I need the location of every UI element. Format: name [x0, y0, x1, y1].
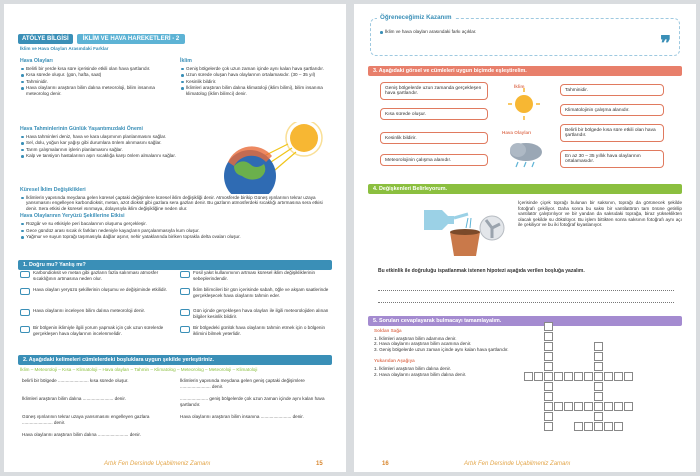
hava-item: Tahminidir. — [20, 79, 170, 85]
fill-sentence: Güneş ışınlarının tekrar uzaya yansımasını engelleyen gazlara ........................ denir. — [22, 414, 150, 425]
crossword-cell[interactable] — [544, 382, 553, 391]
crossword-cell[interactable] — [564, 372, 573, 381]
crossword-cell[interactable] — [594, 392, 603, 401]
tf-text: Bir bölgedeki günlük hava olaylarını tahmin etmek için o bölgenin iklimini bilmek yeterlidir. — [193, 325, 326, 336]
crossword-cell[interactable] — [544, 402, 553, 411]
clue: 1. İklimleri araştıran bilim adamına denir. — [374, 335, 457, 341]
clue: 2. Hava olaylarını araştıran bilim dalına denir. — [374, 371, 467, 377]
tf-text: Gün içinde gerçekleşen hava olayları ile ilgili meteorolojiden alınan bilgiler kesinlik bildirir. — [193, 308, 329, 319]
crossword-cell[interactable] — [544, 322, 553, 331]
crossword-cell[interactable] — [614, 372, 623, 381]
answer-box[interactable] — [180, 309, 190, 316]
crossword-cell[interactable] — [614, 402, 623, 411]
fill-sentence: ...................... geniş bölgelerde çok uzun zaman içinde aynı kalan hava şartlarıdır. — [180, 396, 325, 407]
crossword-cell[interactable] — [594, 382, 603, 391]
question-1-band: 1. Doğru mu? Yanlış mı? — [18, 260, 332, 270]
kazanim-item: İklim ve hava olayları arasındaki farkı açıklar. — [379, 29, 639, 35]
hava-heading: Hava Olayları — [20, 58, 53, 64]
iklim-heading: İklim — [180, 58, 192, 64]
match-card-right[interactable]: Klimatolojinin çalışma alanıdır. — [560, 104, 664, 116]
tf-text: Karbondioksit ve metan gibi gazların fazla salınması atmosfer sıcaklığının artmasına neden olur. — [33, 270, 159, 281]
answer-box[interactable] — [180, 271, 190, 278]
clue: 3. Geniş bölgelerde uzun zaman içinde aynı kalan hava şartlarıdır. — [374, 346, 509, 352]
tf-item — [20, 325, 170, 336]
fill-sentence: İklimleri araştıran bilim dalına ........................ denir. — [22, 396, 126, 401]
crossword-cell[interactable] — [594, 352, 603, 361]
kuresel-heading: Küresel İklim Değişiklikleri — [20, 187, 86, 193]
tahmin-item: Kalp ve tansiyon hastalarının aşırı sıcaklığa karşı önlem almalarını sağlar. — [20, 153, 216, 159]
crossword-cell[interactable] — [594, 362, 603, 371]
yuzey-item: Yağmur ve suyun toprağı taşımasıyla dağlar aşınır, nehir yataklarında biriken toprakla delta ovaları oluşur. — [20, 234, 332, 240]
tahmin-item: Tarım çalışmalarının işlerin planlamasını sağlar. — [20, 147, 216, 153]
tf-text: Hava olaylarını inceleyen bilim dalına meteoroloji denir. — [33, 308, 146, 313]
question-4-band: 4. Değişkenleri Belirleyorum. — [368, 184, 682, 194]
answer-box[interactable] — [180, 326, 190, 333]
tf-text: Fosil yakıt kullanımının artması küresel iklim değişikliklerinin sebeplerindendir. — [193, 270, 316, 281]
tf-text: Bir bölgenin iklimiyle ilgili yorum yapmak için çok uzun sürelerde gerçekleşen hava olaylarının incelenmelidir. — [33, 325, 164, 336]
hava-item: Belirli bir yerde kısa süre içerisinde etkili olan hava şartlarıdır. — [20, 66, 170, 72]
right-page — [354, 4, 696, 472]
crossword-cell[interactable] — [554, 372, 563, 381]
across-heading: Soldan Sağa — [374, 328, 402, 333]
down-heading: Yukarıdan Aşağıya — [374, 358, 415, 364]
tahmin-item: Sel, dolu, yoğun kar yağışı gibi durumlara önlem alınmasını sağlar. — [20, 140, 216, 146]
cloud-icon — [504, 138, 548, 168]
crossword-cell[interactable] — [594, 422, 603, 431]
crossword-cell[interactable] — [534, 372, 543, 381]
crossword-cell[interactable] — [584, 422, 593, 431]
kazanim-title: Öğreneceğimiz Kazanım — [377, 14, 455, 21]
fill-sentence: Hava olaylarını araştıran bilim insanına ........................ denir. — [180, 414, 304, 419]
crossword-cell[interactable] — [594, 342, 603, 351]
kuresel-section — [20, 185, 332, 241]
experiment-illustration — [406, 200, 506, 262]
iklim-column — [180, 56, 330, 98]
page-number: 15 — [316, 461, 323, 467]
footer-text: Artık Fen Dersinde Uçabilmeniz Zamanı — [104, 461, 211, 467]
crossword-cell[interactable] — [544, 372, 553, 381]
tf-item — [180, 308, 330, 319]
yuzey-item: Rüzgâr ve su etkisiyle peri bacalarının oluşumu gerçekleşir. — [20, 221, 332, 227]
crossword-cell[interactable] — [614, 422, 623, 431]
page-number: 16 — [382, 461, 389, 467]
answer-line[interactable] — [378, 290, 674, 291]
tahmin-item: Hava tahminleri deniz, hava ve kara ulaşımının planlanmasını sağlar. — [20, 134, 216, 140]
left-page — [4, 4, 346, 472]
match-card-right[interactable]: Tahminidir. — [560, 84, 664, 96]
match-card-left[interactable]: Kesinlik bildirir. — [380, 132, 488, 144]
match-card-left[interactable]: Geniş bölgelerde uzun zamanda gerçekleşen hava şartlarıdır. — [380, 82, 488, 100]
tf-item — [180, 270, 330, 281]
crossword-cell[interactable] — [544, 352, 553, 361]
question-2-band: 2. Aşağıdaki kelimeleri cümlelerdeki boşluklara uygun şekilde yerleştiriniz. — [18, 355, 332, 365]
hypothesis-question: Bu etkinlik ile doğruluğu ispatlanmak istenen hipotezi aşağıda verilen boşluğa yazalım. — [378, 268, 585, 274]
yuzey-heading: Hava Olaylarının Yeryüzü Şekillerine Etkisi — [20, 213, 125, 220]
crossword-cell[interactable] — [564, 402, 573, 411]
section-tag: ATÖLYE BİLGİSİ — [18, 34, 73, 44]
crossword-cell[interactable] — [544, 362, 553, 371]
hava-label: Hava Olayları — [502, 130, 532, 135]
crossword-grid — [524, 322, 684, 442]
crossword-cell[interactable] — [554, 402, 563, 411]
question-3-band: 3. Aşağıdaki görsel ve cümleleri uygun biçimde eşleştirelim. — [368, 66, 682, 76]
iklim-item: Kesinlik bildirir. — [180, 79, 330, 85]
match-card-left[interactable]: Meteorolojinin çalışma alanıdır. — [380, 154, 488, 166]
kazanim-box — [370, 14, 680, 56]
kuresel-text: İklimlerin yapısında meydana gelen küresel çaptaki değişimlere küresel iklim değişikliği denir. Atmosferde birikip Güneş ışınlarının tekrar uzaya yansımasını engelleyen karbondioksit, metan, azot dioksit gibi gazlara sera gazları denir. Bu gazların atmosferdeki sıcaklığı artırmasına sera etkisi denir. Sera etkisi de küresel ısınmaya, dolayısıyla iklim değişikliğine neden olur. — [20, 195, 332, 212]
answer-box[interactable] — [20, 309, 30, 316]
crossword-cell[interactable] — [584, 372, 593, 381]
crossword-cell[interactable] — [604, 422, 613, 431]
match-card-left[interactable]: Kısa sürede oluşur. — [380, 108, 488, 120]
crossword-cell[interactable] — [604, 402, 613, 411]
experiment-text: İçerisinde çiçek toprağı bulunan bir saksının, toprağı da görünecek şekilde fotoğrafı çekiliyor. Daha sonra bu saksı bir vantilatörün tam önüne getirilip vantilatör çalıştırılıyor ve bir yandan da saksıdaki toprağa, biraz yükseklikten olacak şekilde su dökülüyor. Bu işlem bittikten sonra saksının fotoğrafı aynı açı ile çekiliyor ve bu iki fotoğraf kıyaslanıyor. — [518, 200, 682, 228]
clue: 2. Hava olaylarını araştıran bilim acamına denir. — [374, 341, 472, 347]
iklim-item: Geniş bölgelerde çok uzun zaman içinde aynı kalan hava şartlarıdır. — [180, 66, 330, 72]
hava-column — [20, 56, 170, 98]
section-title: İKLİM VE HAVA HAREKETLERİ - 2 — [77, 34, 186, 44]
fill-sentence: Hava olaylarını araştıran bilim dalına ........................ denir. — [22, 432, 141, 437]
answer-box[interactable] — [20, 326, 30, 333]
hava-item: Hava olaylarını araştıran bilim dalına meteoroloji, bilim insanına meteorolog denir. — [20, 85, 170, 96]
quote-icon: ❞ — [660, 33, 671, 55]
section-header — [18, 34, 185, 44]
tf-item — [180, 287, 330, 298]
fill-sentence: belirli bir bölgede ........................ kısa sürede oluşur. — [22, 378, 129, 383]
crossword-cell[interactable] — [544, 332, 553, 341]
word-bank: İklim – Meteoroloji – Kısa – Klimatoloji – Hava olayları – Tahmin – Klimatolog – Meteorolog – Meteoroloji – Klimatoloji — [20, 367, 258, 372]
crossword-cell[interactable] — [544, 412, 553, 421]
crossword-cell[interactable] — [574, 402, 583, 411]
crossword-cell[interactable] — [544, 422, 553, 431]
tf-text: İklim bilimcileri bir gün içerisinde sabah, öğle ve akşam saatlerinde gerçekleşecek hava olaylarını tahmin eder. — [193, 287, 329, 298]
crossword-cell[interactable] — [574, 422, 583, 431]
crossword-cell[interactable] — [604, 372, 613, 381]
yuzey-item: Gece gündüz arası sıcak ık farkları nedeniyle kayaçların parçalanmasıyla kum oluşur. — [20, 228, 332, 234]
tf-text: Hava olayları yeryüzü şekillerinin oluşumu ve değişiminde etkilidir. — [33, 287, 168, 292]
crossword-cell[interactable] — [544, 342, 553, 351]
tahmin-heading: Hava Tahminlerinin Günlük Yaşantımızdaki Önemi — [20, 126, 143, 132]
crossword-cell[interactable] — [594, 402, 603, 411]
answer-line[interactable] — [378, 302, 674, 303]
fill-sentence: İklimlerin yapısında meydana gelen geniş çaptaki değişimlere ........................ denir. — [180, 378, 305, 389]
hava-item: Kısa sürede oluşur. (gün, hafta, saat) — [20, 72, 170, 78]
question-5-band: 5. Soruları cevaplayarak bulmacayı tamamlayalım. — [368, 316, 682, 326]
tf-item — [20, 270, 170, 281]
iklim-item: Uzun sürede oluşan hava olaylarının ortalamasıdır. (30 – 35 yıl) — [180, 72, 330, 78]
match-card-right[interactable]: En az 30 – 35 yıllık hava olaylarının ortalamasıdır. — [560, 150, 664, 168]
crossword-clues — [374, 328, 518, 377]
tf-item — [20, 308, 170, 316]
answer-box[interactable] — [20, 288, 30, 295]
crossword-cell[interactable] — [574, 372, 583, 381]
crossword-cell[interactable] — [584, 402, 593, 411]
tf-item — [20, 287, 170, 295]
tahmin-section — [20, 124, 216, 160]
section-subtitle: İklim ve Hava Olayları Arasındaki Farklar — [20, 46, 109, 51]
crossword-cell[interactable] — [524, 372, 533, 381]
tf-item — [180, 325, 330, 336]
answer-box[interactable] — [180, 288, 190, 295]
crossword-cell[interactable] — [624, 402, 633, 411]
crossword-cell[interactable] — [544, 392, 553, 401]
iklim-item: İklimleri araştıran bilim dalına klimatoloji (iklim bilimi), bilim insanına klimatolog (iklim bilimci) denir. — [180, 85, 330, 96]
footer-text: Artık Fen Dersinde Uçabilmeniz Zamanı — [464, 461, 571, 467]
crossword-cell[interactable] — [624, 372, 633, 381]
crossword-cell[interactable] — [594, 372, 603, 381]
earth-sun-illustration — [216, 122, 330, 194]
crossword-cell[interactable] — [594, 412, 603, 421]
match-card-right[interactable]: Belirli bir bölgede kısa süre etkili olan hava şartlarıdır. — [560, 124, 664, 142]
clue: 1. İklimleri araştıran bilim dalına denir. — [374, 365, 452, 371]
answer-box[interactable] — [20, 271, 30, 278]
iklim-label: İklim — [514, 84, 525, 89]
